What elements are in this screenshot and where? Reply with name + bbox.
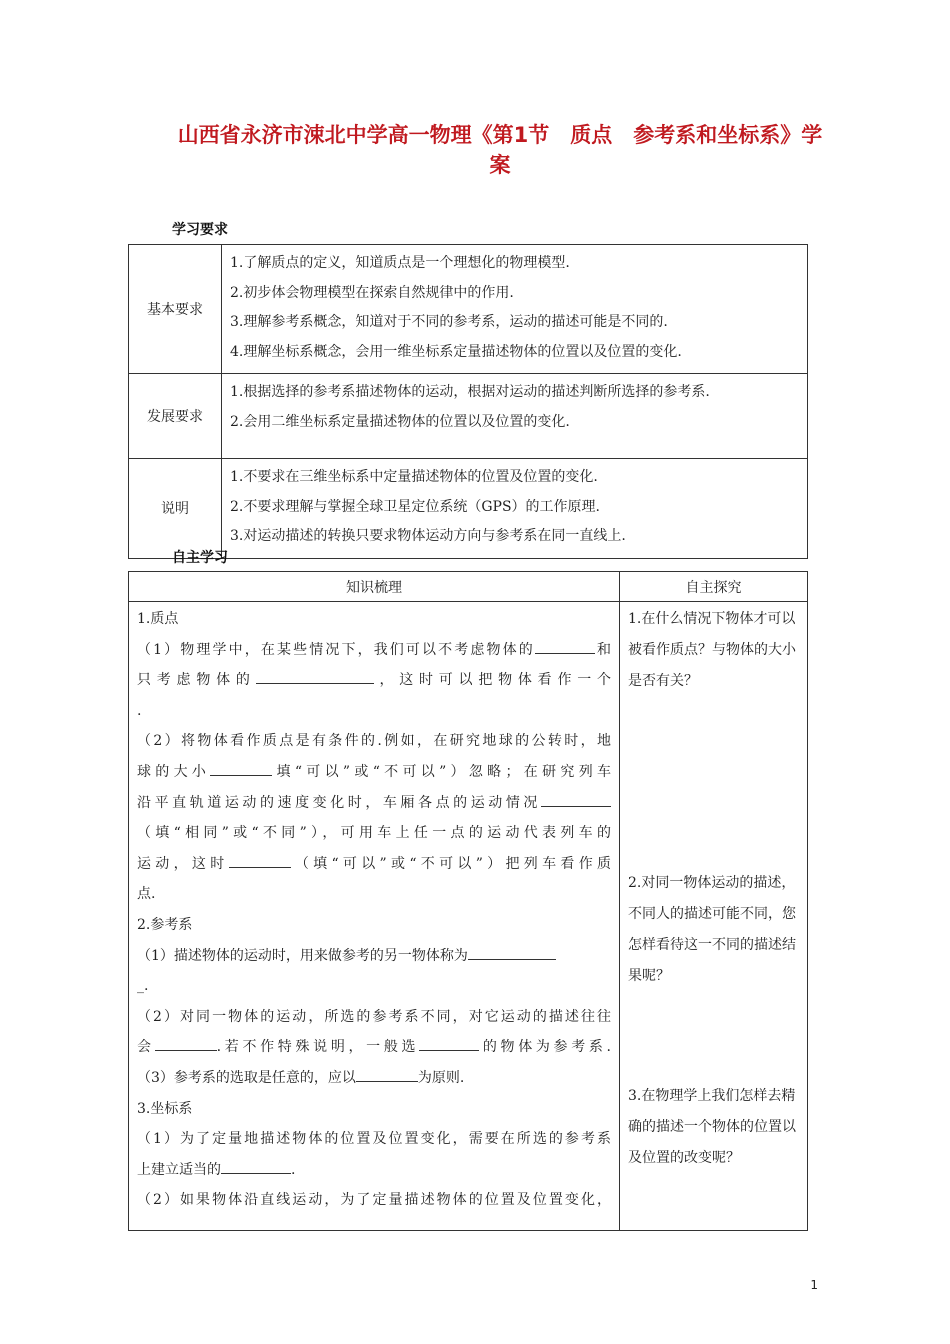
heading-coordinate-system: 3.坐标系 (137, 1100, 193, 1117)
fill-blank[interactable] (468, 945, 556, 960)
list-item: 2.初步体会物理模型在探索自然规律中的作用. (230, 284, 514, 301)
text: （3）参考系的选取是任意的，应以 (137, 1069, 356, 1086)
text-line (137, 1155, 611, 1186)
fill-blank[interactable] (535, 639, 595, 654)
row-content-basic (222, 245, 808, 374)
text: 的物体为参考系. (479, 1039, 612, 1056)
text: （1）物理学中，在某些情况下，我们可以不考虑物体的 (137, 641, 535, 658)
header-knowledge: 知识梳理 (129, 572, 620, 602)
text: ，这时可以把物体看作一个 (373, 672, 612, 689)
heading-reference-frame: 2.参考系 (137, 916, 193, 933)
table-row (129, 459, 808, 559)
row-content-advanced (222, 374, 808, 459)
row-label-advanced: 发展要求 (129, 374, 222, 459)
text-line: . (137, 702, 142, 719)
text-line (137, 665, 611, 696)
document-title: 山西省永济市涑北中学高一物理《第1节 质点 参考系和坐标系》学案 (177, 123, 823, 177)
text-line (137, 788, 611, 819)
text: 只考虑物体的 (137, 672, 256, 689)
text-line (137, 849, 611, 880)
text: 沿平直轨道运动的速度变化时，车厢各点的运动情况 (137, 794, 541, 811)
text: 会 (137, 1039, 155, 1056)
text: 和 (594, 641, 612, 658)
list-item: 1.了解质点的定义，知道质点是一个理想化的物理模型. (230, 255, 570, 271)
table-row (129, 374, 808, 459)
list-item: 3.理解参考系概念，知道对于不同的参考系，运动的描述可能是不同的. (230, 314, 668, 330)
text: （填“可以”或“不可以”）把列车看作质 (290, 855, 612, 872)
section-label-self-study: 自主学习 (172, 550, 228, 566)
list-item: 2.不要求理解与掌握全球卫星定位系统（GPS）的工作原理. (230, 498, 601, 515)
text-line (137, 941, 611, 972)
list-item: 4.理解坐标系概念，会用一维坐标系定量描述物体的位置以及位置的变化. (230, 343, 682, 360)
section-label-requirements: 学习要求 (172, 222, 228, 238)
table-row (129, 245, 808, 374)
text-line (137, 757, 611, 788)
text-line: （2）如果物体沿直线运动，为了定量描述物体的位置及位置变化， (137, 1192, 611, 1209)
fill-blank[interactable] (419, 1036, 479, 1051)
text-line: 点. (137, 886, 156, 903)
fill-blank[interactable] (256, 669, 374, 684)
text: （1）描述物体的运动时，用来做参考的另一物体称为 (137, 947, 468, 964)
list-item: 3.对运动描述的转换只要求物体运动方向与参考系在同一直线上. (230, 528, 626, 544)
text: 填“可以”或“不可以”）忽略；在研究列车 (272, 763, 611, 780)
text: . (291, 1161, 296, 1178)
text: 上建立适当的 (137, 1161, 221, 1178)
exploration-questions (628, 604, 799, 1230)
page-number: 1 (810, 1278, 818, 1292)
fill-blank[interactable] (541, 792, 611, 807)
text-line: （2）将物体看作质点是有条件的.例如，在研究地球的公转时，地 (137, 733, 611, 750)
row-label-basic: 基本要求 (129, 245, 222, 374)
exploration-cell (620, 602, 808, 1231)
list-item: 1.根据选择的参考系描述物体的运动，根据对运动的描述判断所选择的参考系. (230, 384, 710, 400)
question-1: 1.在什么情况下物体才可以被看作质点？与物体的大小是否有关？ (628, 611, 796, 689)
text-line (137, 635, 611, 666)
fill-blank[interactable] (356, 1067, 418, 1082)
requirements-table (128, 244, 808, 559)
text: 运动，这时 (137, 855, 229, 872)
question-3: 3.在物理学上我们怎样去精确的描述一个物体的位置以及位置的改变呢？ (628, 1088, 796, 1166)
header-exploration: 自主探究 (620, 572, 808, 602)
text-line (137, 1063, 611, 1094)
text-line: （1）为了定量地描述物体的位置及位置变化，需要在所选的参考系 (137, 1131, 611, 1148)
list-item: 1.不要求在三维坐标系中定量描述物体的位置及位置的变化. (230, 469, 598, 485)
table-row (129, 602, 808, 1231)
question-2: 2.对同一物体运动的描述，不同人的描述可能不同，您怎样看待这一不同的描述结果呢？ (628, 875, 796, 984)
fill-blank[interactable] (221, 1159, 291, 1174)
row-content-notes (222, 459, 808, 559)
row-label-notes: 说明 (129, 459, 222, 559)
text-line: （填“相同”或“不同”），可用车上任一点的运动代表列车的 (137, 825, 611, 842)
self-study-table (128, 571, 808, 1231)
fill-blank[interactable] (210, 761, 272, 776)
fill-blank[interactable] (155, 1036, 217, 1051)
text-line (137, 1032, 611, 1063)
knowledge-cell (129, 602, 620, 1231)
table-header-row (129, 572, 808, 602)
text-line: （2）对同一物体的运动，所选的参考系不同，对它运动的描述往往 (137, 1008, 611, 1025)
text-line: _. (137, 978, 149, 995)
text: 为原则. (417, 1069, 465, 1086)
text: 球的大小 (137, 763, 211, 780)
fill-blank[interactable] (229, 853, 291, 868)
heading-particle: 1.质点 (137, 611, 179, 627)
text: .若不作特殊说明，一般选 (216, 1039, 420, 1056)
list-item: 2.会用二维坐标系定量描述物体的位置以及位置的变化. (230, 413, 570, 430)
